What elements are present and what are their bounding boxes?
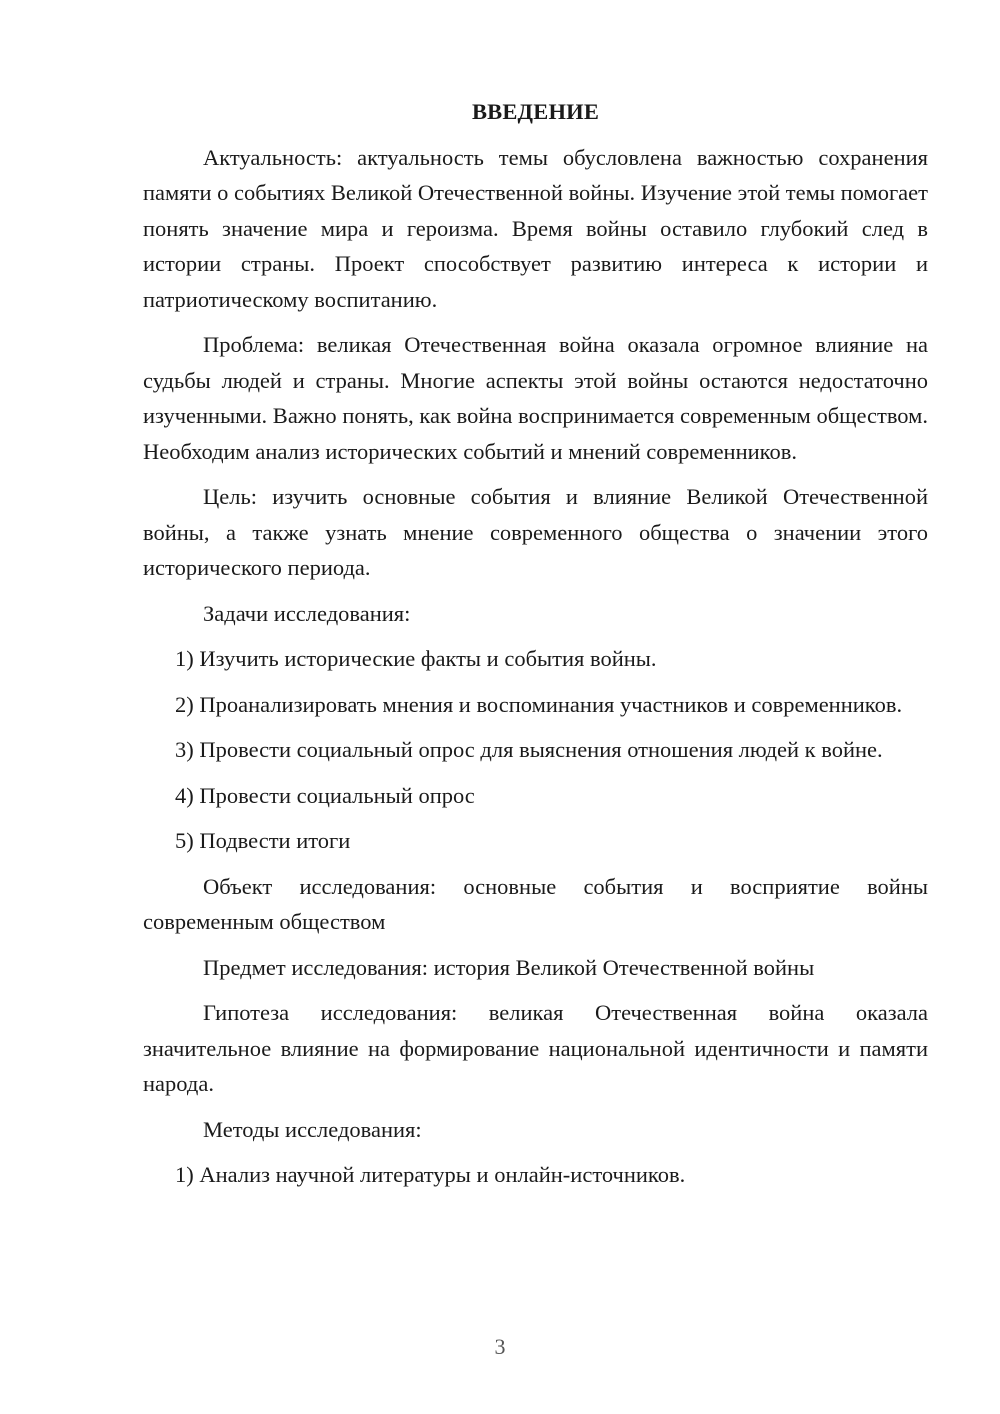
task-item-4: 4) Провести социальный опрос (175, 782, 475, 808)
relevance-paragraph: Актуальность: актуальность темы обусловлена важностью сохранения памяти о событиях Великой Отечественной войны. Изучение этой темы помогает понять значение мира и героизма. Время войны оставило глубокий след в истории страны. Проект способствует развитию интереса к истории и патриотическому воспитанию. (143, 144, 928, 312)
methods-heading: Методы исследования: (203, 1116, 422, 1142)
page-content (143, 94, 928, 1203)
goal-paragraph: Цель: изучить основные события и влияние Великой Отечественной войны, а также узнать мнение современного общества о значении этого исторического периода. (143, 484, 928, 580)
subject-paragraph: Предмет исследования: история Великой Отечественной войны (203, 954, 815, 980)
page-number: 3 (494, 1334, 506, 1359)
task-item-2: 2) Проанализировать мнения и воспоминания участников и современников. (175, 691, 903, 717)
task-item-3: 3) Провести социальный опрос для выяснения отношения людей к войне. (175, 737, 883, 762)
method-item-1: 1) Анализ научной литературы и онлайн-источников. (175, 1162, 686, 1187)
hypothesis-paragraph: Гипотеза исследования: великая Отечественная война оказала значительное влияние на формирование национальной идентичности и памяти народа. (143, 1000, 928, 1096)
problem-paragraph: Проблема: великая Отечественная война оказала огромное влияние на судьбы людей и страны. Многие аспекты этой войны остаются недостаточно изученными. Важно понять, как война воспринимается современным обществом. Необходим анализ исторических событий и мнений современников. (143, 332, 928, 464)
task-item-5: 5) Подвести итоги (175, 828, 351, 853)
section-title: ВВЕДЕНИЕ (471, 99, 600, 124)
object-paragraph: Объект исследования: основные события и восприятие войны современным обществом (143, 873, 928, 934)
tasks-heading: Задачи исследования: (203, 600, 411, 626)
task-item-1: 1) Изучить исторические факты и события войны. (175, 646, 657, 671)
